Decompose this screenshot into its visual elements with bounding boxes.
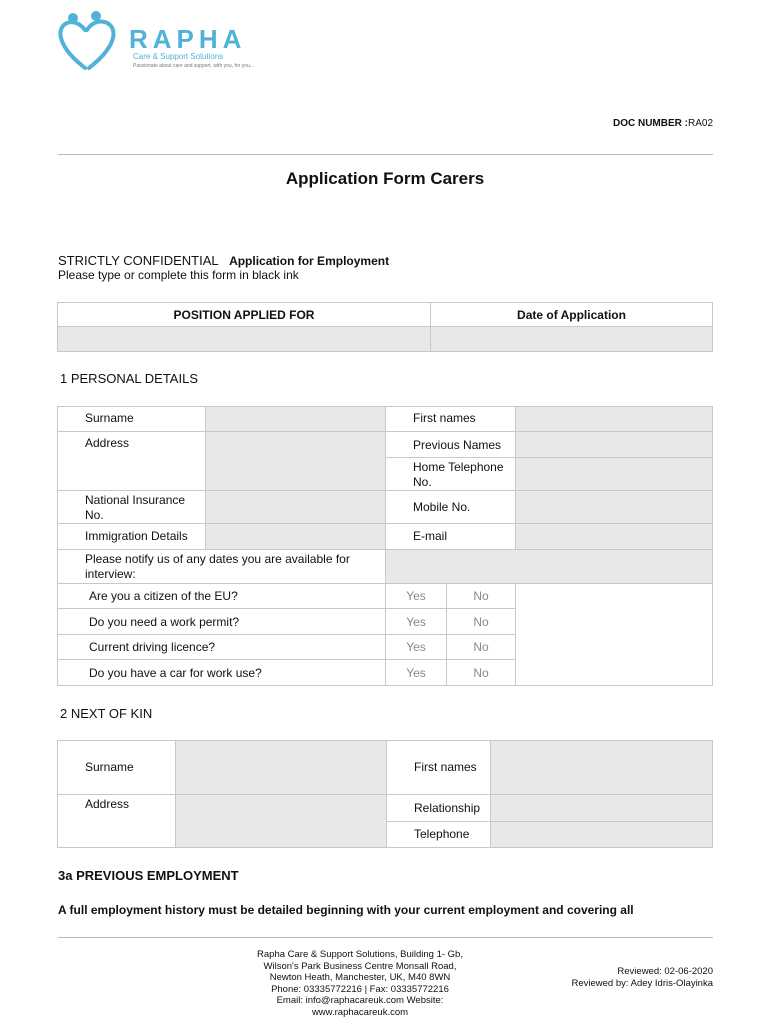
surname-field[interactable]	[205, 406, 386, 432]
logo-name: RAPHA	[129, 24, 247, 54]
page-title: Application Form Carers	[285, 169, 485, 188]
position-applied-header: POSITION APPLIED FOR	[57, 302, 431, 327]
immigration-label: Immigration Details	[57, 523, 206, 550]
footer-line-6: www.raphacareuk.com	[311, 1006, 409, 1018]
mobile-label: Mobile No.	[385, 490, 516, 524]
logo-tagline: Passionate about care and support, with you, for you...	[133, 63, 254, 69]
national-insurance-label: National Insurance No.	[57, 490, 206, 524]
nok-first-names-label: First names	[386, 740, 491, 795]
next-of-kin-heading: 2 NEXT OF KIN	[60, 706, 153, 721]
questions-blank-area	[515, 583, 713, 686]
footer-divider	[58, 937, 713, 938]
nok-surname-label: Surname	[57, 740, 176, 795]
personal-details-heading: 1 PERSONAL DETAILS	[60, 371, 198, 386]
availability-field[interactable]	[385, 549, 713, 584]
footer-review	[571, 966, 713, 989]
surname-label: Surname	[57, 406, 206, 432]
question-driving-licence: Current driving licence?	[57, 634, 386, 660]
eu-citizen-no[interactable]: No	[446, 583, 516, 609]
footer-line-4: Phone: 03335772216 | Fax: 03335772216	[271, 983, 449, 995]
doc-number	[613, 118, 713, 129]
work-permit-yes[interactable]: Yes	[385, 608, 447, 635]
question-work-permit: Do you need a work permit?	[57, 608, 386, 635]
nok-telephone-label: Telephone	[386, 821, 491, 848]
nok-address-field[interactable]	[175, 794, 387, 848]
eu-citizen-yes[interactable]: Yes	[385, 583, 447, 609]
immigration-field[interactable]	[205, 523, 386, 550]
work-permit-no[interactable]: No	[446, 608, 516, 635]
question-eu-citizen: Are you a citizen of the EU?	[57, 583, 386, 609]
address-field[interactable]	[205, 431, 386, 491]
date-of-application-field[interactable]	[430, 326, 713, 352]
nok-surname-field[interactable]	[175, 740, 387, 795]
logo-subtitle: Care & Support Solutions	[133, 52, 224, 61]
position-applied-field[interactable]	[57, 326, 431, 352]
previous-employment-heading: 3a PREVIOUS EMPLOYMENT	[58, 868, 239, 883]
driving-licence-yes[interactable]: Yes	[385, 634, 447, 660]
driving-licence-no[interactable]: No	[446, 634, 516, 660]
mobile-field[interactable]	[515, 490, 713, 524]
confidential-heading: STRICTLY CONFIDENTIAL	[58, 253, 219, 268]
employment-history-note: A full employment history must be detailed beginning with your current employment and covering all	[58, 903, 634, 917]
car-for-work-yes[interactable]: Yes	[385, 659, 447, 686]
car-for-work-no[interactable]: No	[446, 659, 516, 686]
reviewed-by: Reviewed by: Adey Idris-Olayinka	[571, 977, 713, 989]
address-label: Address	[57, 431, 206, 491]
home-telephone-field[interactable]	[515, 457, 713, 491]
home-telephone-label: Home Telephone No.	[385, 457, 516, 491]
company-logo	[55, 8, 254, 74]
first-names-field[interactable]	[515, 406, 713, 432]
doc-number-value: RA02	[687, 118, 713, 129]
nok-relationship-field[interactable]	[490, 794, 713, 822]
nok-telephone-field[interactable]	[490, 821, 713, 848]
email-label: E-mail	[385, 523, 516, 550]
question-car-for-work: Do you have a car for work use?	[57, 659, 386, 686]
footer-line-3: Newton Heath, Manchester, UK, M40 8WN	[269, 972, 451, 983]
doc-number-label: DOC NUMBER :	[612, 118, 688, 129]
top-divider	[58, 154, 713, 155]
heart-people-logo-icon	[55, 8, 121, 74]
email-field[interactable]	[515, 523, 713, 550]
footer-line-2: Wilson's Park Business Centre Monsall Road,	[263, 960, 457, 972]
employment-subheading: Application for Employment	[229, 254, 390, 268]
footer-line-5: Email: info@raphacareuk.com Website:	[276, 995, 444, 1006]
reviewed-date: Reviewed: 02-06-2020	[617, 966, 713, 977]
date-of-application-header: Date of Application	[430, 302, 713, 327]
nok-relationship-label: Relationship	[386, 794, 491, 822]
nok-address-label: Address	[57, 794, 176, 848]
national-insurance-field[interactable]	[205, 490, 386, 524]
availability-label: Please notify us of any dates you are available for interview:	[57, 549, 386, 584]
footer-line-1: Rapha Care & Support Solutions, Building 1- Gb,	[257, 949, 463, 960]
previous-names-label: Previous Names	[385, 431, 516, 458]
previous-names-field[interactable]	[515, 431, 713, 458]
form-instruction: Please type or complete this form in black ink	[58, 268, 299, 282]
first-names-label: First names	[385, 406, 516, 432]
nok-first-names-field[interactable]	[490, 740, 713, 795]
footer-address	[200, 949, 520, 1018]
